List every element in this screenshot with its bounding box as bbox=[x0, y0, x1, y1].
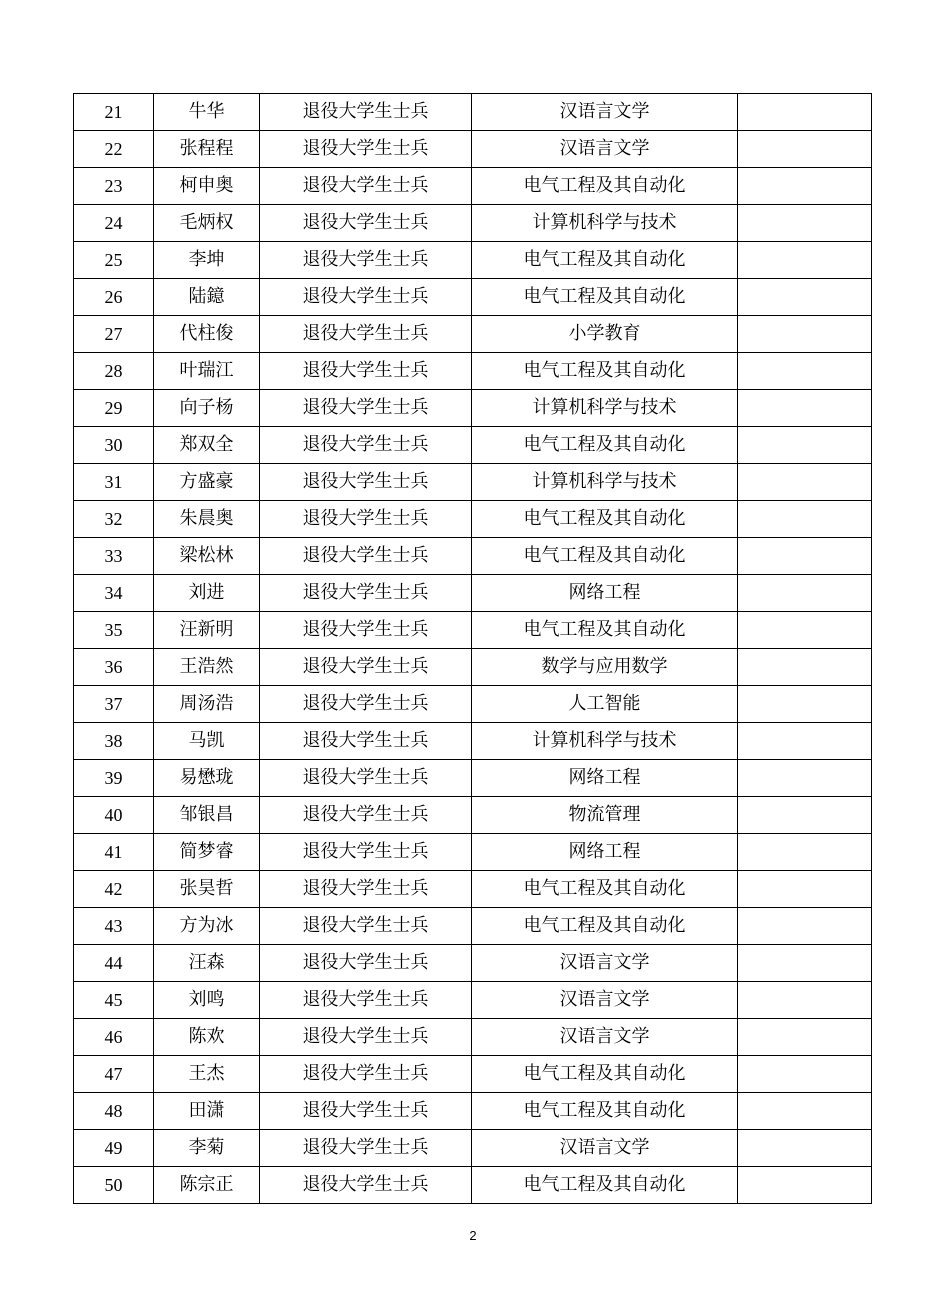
row-number-cell: 22 bbox=[74, 131, 154, 168]
name-cell: 张程程 bbox=[154, 131, 260, 168]
row-number-cell: 36 bbox=[74, 649, 154, 686]
row-number-cell: 42 bbox=[74, 871, 154, 908]
major-cell: 计算机科学与技术 bbox=[472, 205, 738, 242]
row-number-cell: 33 bbox=[74, 538, 154, 575]
note-cell bbox=[738, 575, 872, 612]
note-cell bbox=[738, 797, 872, 834]
major-cell: 汉语言文学 bbox=[472, 1130, 738, 1167]
note-cell bbox=[738, 94, 872, 131]
category-cell: 退役大学生士兵 bbox=[260, 538, 472, 575]
table-row bbox=[74, 686, 872, 723]
category-cell: 退役大学生士兵 bbox=[260, 94, 472, 131]
table-row bbox=[74, 1130, 872, 1167]
note-cell bbox=[738, 686, 872, 723]
table-row bbox=[74, 1093, 872, 1130]
table-row bbox=[74, 242, 872, 279]
category-cell: 退役大学生士兵 bbox=[260, 1019, 472, 1056]
student-roster-table bbox=[73, 93, 872, 1204]
note-cell bbox=[738, 723, 872, 760]
note-cell bbox=[738, 982, 872, 1019]
row-number-cell: 46 bbox=[74, 1019, 154, 1056]
name-cell: 代柱俊 bbox=[154, 316, 260, 353]
row-number-cell: 40 bbox=[74, 797, 154, 834]
category-cell: 退役大学生士兵 bbox=[260, 1167, 472, 1204]
major-cell: 汉语言文学 bbox=[472, 982, 738, 1019]
table-row bbox=[74, 1167, 872, 1204]
category-cell: 退役大学生士兵 bbox=[260, 131, 472, 168]
category-cell: 退役大学生士兵 bbox=[260, 1093, 472, 1130]
major-cell: 小学教育 bbox=[472, 316, 738, 353]
major-cell: 汉语言文学 bbox=[472, 94, 738, 131]
table-row bbox=[74, 649, 872, 686]
category-cell: 退役大学生士兵 bbox=[260, 760, 472, 797]
row-number-cell: 28 bbox=[74, 353, 154, 390]
row-number-cell: 43 bbox=[74, 908, 154, 945]
name-cell: 柯申奥 bbox=[154, 168, 260, 205]
major-cell: 电气工程及其自动化 bbox=[472, 538, 738, 575]
note-cell bbox=[738, 1167, 872, 1204]
table-row bbox=[74, 1056, 872, 1093]
note-cell bbox=[738, 760, 872, 797]
roster-table-body bbox=[74, 94, 872, 1204]
category-cell: 退役大学生士兵 bbox=[260, 871, 472, 908]
name-cell: 简梦睿 bbox=[154, 834, 260, 871]
table-row bbox=[74, 353, 872, 390]
note-cell bbox=[738, 316, 872, 353]
note-cell bbox=[738, 353, 872, 390]
major-cell: 电气工程及其自动化 bbox=[472, 871, 738, 908]
row-number-cell: 26 bbox=[74, 279, 154, 316]
name-cell: 陈欢 bbox=[154, 1019, 260, 1056]
category-cell: 退役大学生士兵 bbox=[260, 390, 472, 427]
table-row bbox=[74, 390, 872, 427]
name-cell: 郑双全 bbox=[154, 427, 260, 464]
row-number-cell: 38 bbox=[74, 723, 154, 760]
name-cell: 周汤浩 bbox=[154, 686, 260, 723]
row-number-cell: 47 bbox=[74, 1056, 154, 1093]
name-cell: 张昊哲 bbox=[154, 871, 260, 908]
note-cell bbox=[738, 1093, 872, 1130]
note-cell bbox=[738, 168, 872, 205]
note-cell bbox=[738, 1056, 872, 1093]
row-number-cell: 29 bbox=[74, 390, 154, 427]
major-cell: 汉语言文学 bbox=[472, 1019, 738, 1056]
name-cell: 方盛豪 bbox=[154, 464, 260, 501]
note-cell bbox=[738, 205, 872, 242]
name-cell: 刘进 bbox=[154, 575, 260, 612]
name-cell: 陈宗正 bbox=[154, 1167, 260, 1204]
note-cell bbox=[738, 834, 872, 871]
name-cell: 向子杨 bbox=[154, 390, 260, 427]
table-row bbox=[74, 501, 872, 538]
row-number-cell: 27 bbox=[74, 316, 154, 353]
table-row bbox=[74, 871, 872, 908]
category-cell: 退役大学生士兵 bbox=[260, 242, 472, 279]
row-number-cell: 30 bbox=[74, 427, 154, 464]
row-number-cell: 48 bbox=[74, 1093, 154, 1130]
category-cell: 退役大学生士兵 bbox=[260, 427, 472, 464]
note-cell bbox=[738, 242, 872, 279]
table-row bbox=[74, 94, 872, 131]
row-number-cell: 50 bbox=[74, 1167, 154, 1204]
note-cell bbox=[738, 612, 872, 649]
table-row bbox=[74, 797, 872, 834]
table-row bbox=[74, 464, 872, 501]
name-cell: 刘鸣 bbox=[154, 982, 260, 1019]
category-cell: 退役大学生士兵 bbox=[260, 723, 472, 760]
category-cell: 退役大学生士兵 bbox=[260, 316, 472, 353]
major-cell: 网络工程 bbox=[472, 834, 738, 871]
name-cell: 梁松林 bbox=[154, 538, 260, 575]
note-cell bbox=[738, 908, 872, 945]
category-cell: 退役大学生士兵 bbox=[260, 575, 472, 612]
major-cell: 电气工程及其自动化 bbox=[472, 908, 738, 945]
major-cell: 电气工程及其自动化 bbox=[472, 612, 738, 649]
note-cell bbox=[738, 279, 872, 316]
category-cell: 退役大学生士兵 bbox=[260, 612, 472, 649]
name-cell: 王杰 bbox=[154, 1056, 260, 1093]
major-cell: 计算机科学与技术 bbox=[472, 390, 738, 427]
note-cell bbox=[738, 945, 872, 982]
table-row bbox=[74, 945, 872, 982]
name-cell: 马凯 bbox=[154, 723, 260, 760]
note-cell bbox=[738, 1130, 872, 1167]
note-cell bbox=[738, 131, 872, 168]
category-cell: 退役大学生士兵 bbox=[260, 205, 472, 242]
name-cell: 陆鐿 bbox=[154, 279, 260, 316]
category-cell: 退役大学生士兵 bbox=[260, 168, 472, 205]
category-cell: 退役大学生士兵 bbox=[260, 908, 472, 945]
category-cell: 退役大学生士兵 bbox=[260, 353, 472, 390]
category-cell: 退役大学生士兵 bbox=[260, 649, 472, 686]
note-cell bbox=[738, 464, 872, 501]
major-cell: 网络工程 bbox=[472, 760, 738, 797]
table-row bbox=[74, 760, 872, 797]
major-cell: 人工智能 bbox=[472, 686, 738, 723]
category-cell: 退役大学生士兵 bbox=[260, 501, 472, 538]
table-row bbox=[74, 279, 872, 316]
row-number-cell: 44 bbox=[74, 945, 154, 982]
major-cell: 汉语言文学 bbox=[472, 945, 738, 982]
table-row bbox=[74, 575, 872, 612]
major-cell: 电气工程及其自动化 bbox=[472, 168, 738, 205]
name-cell: 汪森 bbox=[154, 945, 260, 982]
name-cell: 毛炳权 bbox=[154, 205, 260, 242]
table-row bbox=[74, 427, 872, 464]
category-cell: 退役大学生士兵 bbox=[260, 834, 472, 871]
note-cell bbox=[738, 538, 872, 575]
name-cell: 汪新明 bbox=[154, 612, 260, 649]
row-number-cell: 23 bbox=[74, 168, 154, 205]
name-cell: 易懋珑 bbox=[154, 760, 260, 797]
note-cell bbox=[738, 649, 872, 686]
table-row bbox=[74, 908, 872, 945]
note-cell bbox=[738, 1019, 872, 1056]
major-cell: 电气工程及其自动化 bbox=[472, 353, 738, 390]
category-cell: 退役大学生士兵 bbox=[260, 1130, 472, 1167]
category-cell: 退役大学生士兵 bbox=[260, 1056, 472, 1093]
row-number-cell: 21 bbox=[74, 94, 154, 131]
major-cell: 计算机科学与技术 bbox=[472, 464, 738, 501]
name-cell: 方为冰 bbox=[154, 908, 260, 945]
row-number-cell: 31 bbox=[74, 464, 154, 501]
name-cell: 田潇 bbox=[154, 1093, 260, 1130]
major-cell: 计算机科学与技术 bbox=[472, 723, 738, 760]
major-cell: 汉语言文学 bbox=[472, 131, 738, 168]
table-row bbox=[74, 612, 872, 649]
note-cell bbox=[738, 501, 872, 538]
major-cell: 电气工程及其自动化 bbox=[472, 1056, 738, 1093]
row-number-cell: 35 bbox=[74, 612, 154, 649]
row-number-cell: 45 bbox=[74, 982, 154, 1019]
table-row bbox=[74, 205, 872, 242]
row-number-cell: 34 bbox=[74, 575, 154, 612]
row-number-cell: 41 bbox=[74, 834, 154, 871]
table-row bbox=[74, 723, 872, 760]
name-cell: 叶瑞江 bbox=[154, 353, 260, 390]
category-cell: 退役大学生士兵 bbox=[260, 279, 472, 316]
row-number-cell: 32 bbox=[74, 501, 154, 538]
category-cell: 退役大学生士兵 bbox=[260, 945, 472, 982]
category-cell: 退役大学生士兵 bbox=[260, 464, 472, 501]
major-cell: 数学与应用数学 bbox=[472, 649, 738, 686]
name-cell: 李菊 bbox=[154, 1130, 260, 1167]
category-cell: 退役大学生士兵 bbox=[260, 797, 472, 834]
major-cell: 电气工程及其自动化 bbox=[472, 427, 738, 464]
major-cell: 网络工程 bbox=[472, 575, 738, 612]
name-cell: 邹银昌 bbox=[154, 797, 260, 834]
table-row bbox=[74, 834, 872, 871]
note-cell bbox=[738, 871, 872, 908]
table-row bbox=[74, 982, 872, 1019]
note-cell bbox=[738, 390, 872, 427]
table-row bbox=[74, 316, 872, 353]
row-number-cell: 24 bbox=[74, 205, 154, 242]
category-cell: 退役大学生士兵 bbox=[260, 686, 472, 723]
table-row bbox=[74, 168, 872, 205]
name-cell: 王浩然 bbox=[154, 649, 260, 686]
page-number: 2 bbox=[469, 1228, 477, 1243]
note-cell bbox=[738, 427, 872, 464]
major-cell: 物流管理 bbox=[472, 797, 738, 834]
table-row bbox=[74, 1019, 872, 1056]
major-cell: 电气工程及其自动化 bbox=[472, 279, 738, 316]
row-number-cell: 39 bbox=[74, 760, 154, 797]
name-cell: 牛华 bbox=[154, 94, 260, 131]
row-number-cell: 49 bbox=[74, 1130, 154, 1167]
major-cell: 电气工程及其自动化 bbox=[472, 242, 738, 279]
category-cell: 退役大学生士兵 bbox=[260, 982, 472, 1019]
name-cell: 朱晨奥 bbox=[154, 501, 260, 538]
table-row bbox=[74, 131, 872, 168]
row-number-cell: 25 bbox=[74, 242, 154, 279]
row-number-cell: 37 bbox=[74, 686, 154, 723]
major-cell: 电气工程及其自动化 bbox=[472, 1093, 738, 1130]
table-row bbox=[74, 538, 872, 575]
name-cell: 李坤 bbox=[154, 242, 260, 279]
major-cell: 电气工程及其自动化 bbox=[472, 501, 738, 538]
major-cell: 电气工程及其自动化 bbox=[472, 1167, 738, 1204]
